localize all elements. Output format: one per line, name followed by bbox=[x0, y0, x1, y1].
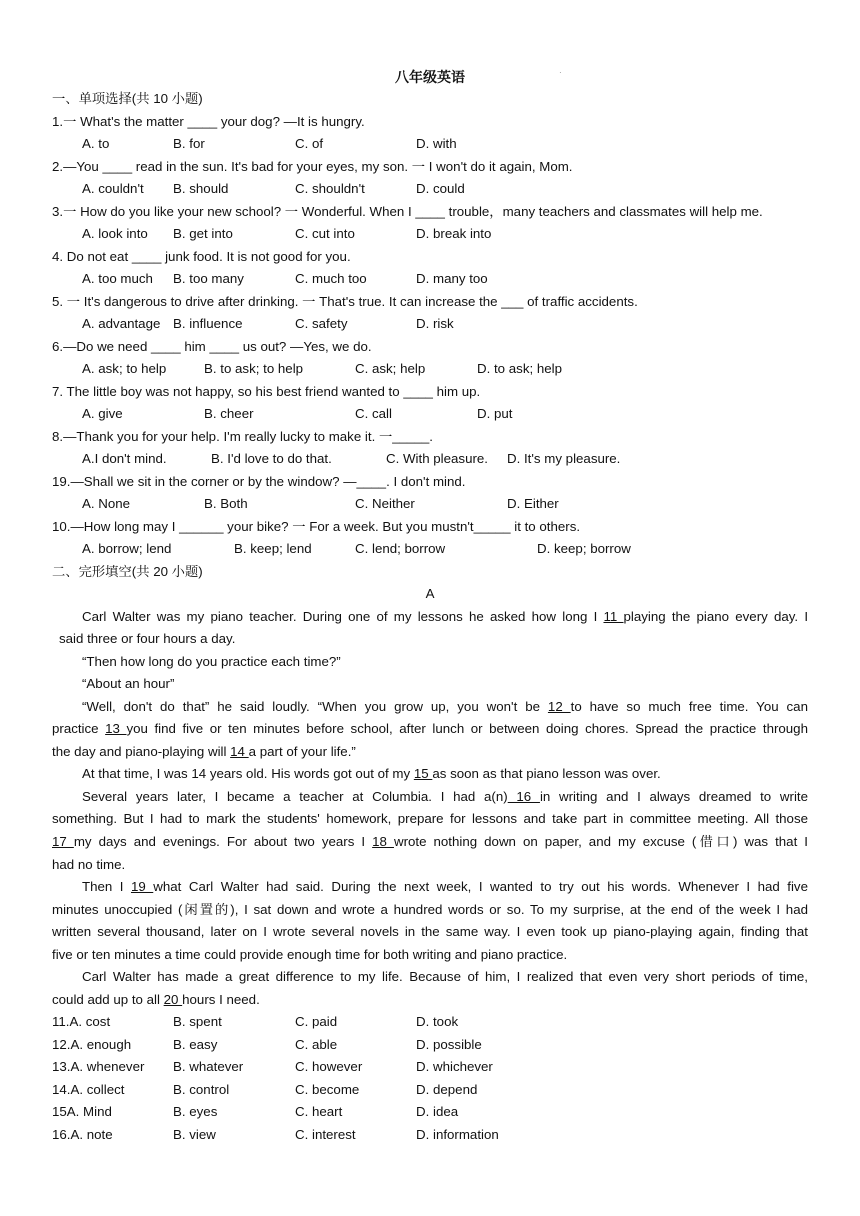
option-a: A. give bbox=[82, 406, 123, 421]
passage-line: “Then how long do you practice each time?” bbox=[82, 654, 341, 669]
passage-line: could add up to all 20 hours I need. bbox=[52, 992, 260, 1007]
section1-heading: 一、单项选择(共 10 小题) bbox=[52, 91, 203, 106]
option-d: D. to ask; help bbox=[477, 361, 562, 376]
question-stem: 2.—You ____ read in the sun. It's bad for your eyes, my son. 一 I won't do it again, Mom. bbox=[52, 159, 573, 174]
blank-18: 18 bbox=[372, 834, 394, 849]
blank-12: 12 bbox=[547, 699, 571, 714]
answer-option-b: B. easy bbox=[173, 1037, 218, 1052]
passage-line: written several thousand, later on I wrote several novels in the same way. I even took up piano-playing again, finding that bbox=[52, 924, 808, 939]
blank-13: 13 bbox=[105, 721, 127, 736]
option-b: B. should bbox=[173, 181, 229, 196]
question-stem: 5. 一 It's dangerous to drive after drinking. 一 That's true. It can increase the ___ of traffic accidents. bbox=[52, 294, 638, 309]
answer-option-d: D. depend bbox=[416, 1082, 478, 1097]
option-c: C. call bbox=[355, 406, 392, 421]
option-b: B. influence bbox=[173, 316, 243, 331]
passage-line: five or ten minutes a time could provide enough time for both writing and piano practice. bbox=[52, 947, 568, 962]
answer-option-c: C. paid bbox=[295, 1014, 338, 1029]
option-c: C. safety bbox=[295, 316, 348, 331]
passage-line: the day and piano-playing will 14 a part of your life.” bbox=[52, 744, 356, 759]
answer-option-b: B. eyes bbox=[173, 1104, 218, 1119]
answer-option-b: B. view bbox=[173, 1127, 216, 1142]
question-stem: 19.—Shall we sit in the corner or by the window? —____. I don't mind. bbox=[52, 474, 466, 489]
option-a: A. borrow; lend bbox=[82, 541, 172, 556]
answer-option-d: D. possible bbox=[416, 1037, 482, 1052]
option-c: C. much too bbox=[295, 271, 367, 286]
option-a: A.I don't mind. bbox=[82, 451, 167, 466]
option-b: B. to ask; to help bbox=[204, 361, 304, 376]
answer-option-b: B. spent bbox=[173, 1014, 222, 1029]
option-b: B. for bbox=[173, 136, 205, 151]
option-b: B. Both bbox=[204, 496, 248, 511]
answer-option-c: C. however bbox=[295, 1059, 363, 1074]
option-b: B. get into bbox=[173, 226, 233, 241]
passage-line: Carl Walter has made a great difference to my life. Because of him, I realized that even very short periods of time, bbox=[82, 969, 808, 984]
blank-11: 11 bbox=[603, 609, 624, 624]
blank-19: 19 bbox=[130, 879, 154, 894]
passage-line: 17 my days and evenings. For about two years I 18 wrote nothing down on paper, and my excuse (借口) was that I bbox=[52, 834, 808, 849]
passage-line: Then I 19 what Carl Walter had said. During the next week, I wanted to try out his words. Whenever I had five bbox=[82, 879, 808, 894]
passage-line: At that time, I was 14 years old. His words got out of my 15 as soon as that piano lesson was over. bbox=[82, 766, 661, 781]
question-stem: 8.—Thank you for your help. I'm really lucky to make it. 一_____. bbox=[52, 429, 433, 444]
option-a: A. too much bbox=[82, 271, 153, 286]
option-a: A. None bbox=[82, 496, 131, 511]
question-stem: 6.—Do we need ____ him ____ us out? —Yes, we do. bbox=[52, 339, 372, 354]
answer-option-d: D. information bbox=[416, 1127, 499, 1142]
passage-line: “About an hour” bbox=[82, 676, 175, 691]
option-c: C. lend; borrow bbox=[355, 541, 446, 556]
option-d: D. keep; borrow bbox=[537, 541, 631, 556]
answer-option-a: 14.A. collect bbox=[52, 1082, 125, 1097]
page-title: 八年级英语 bbox=[395, 69, 465, 85]
passage-line: minutes unoccupied (闲置的), I sat down and wrote a hundred words or so. To my surprise, at the end of the week I had bbox=[52, 902, 808, 917]
option-a: A. look into bbox=[82, 226, 148, 241]
blank-20: 20 bbox=[163, 992, 183, 1007]
answer-option-b: B. whatever bbox=[173, 1059, 244, 1074]
passage-line: practice 13 you find five or ten minutes before school, after lunch or between doing chores. Spread the practice through bbox=[52, 721, 808, 736]
option-c: C. cut into bbox=[295, 226, 355, 241]
answer-option-a: 15A. Mind bbox=[52, 1104, 112, 1119]
option-d: D. risk bbox=[416, 316, 454, 331]
answer-option-c: C. able bbox=[295, 1037, 338, 1052]
answer-option-c: C. interest bbox=[295, 1127, 356, 1142]
answer-option-a: 13.A. whenever bbox=[52, 1059, 145, 1074]
question-stem: 1.一 What's the matter ____ your dog? —It is hungry. bbox=[52, 114, 365, 129]
answer-option-a: 12.A. enough bbox=[52, 1037, 132, 1052]
option-c: C. ask; help bbox=[355, 361, 426, 376]
option-d: D. It's my pleasure. bbox=[507, 451, 621, 466]
option-d: D. many too bbox=[416, 271, 488, 286]
answer-option-b: B. control bbox=[173, 1082, 230, 1097]
option-d: D. with bbox=[416, 136, 457, 151]
blank-17: 17 bbox=[52, 834, 74, 849]
question-stem: 10.—How long may I ______ your bike? 一 For a week. But you mustn't_____ it to others. bbox=[52, 519, 581, 534]
option-a: A. couldn't bbox=[82, 181, 144, 196]
section2-heading: 二、完形填空(共 20 小题) bbox=[52, 564, 203, 579]
answer-option-a: 11.A. cost bbox=[52, 1014, 111, 1029]
stray-dot: · bbox=[559, 68, 562, 77]
passage-line: Several years later, I became a teacher at Columbia. I had a(n) 16 in writing and I always dreamed to write bbox=[82, 789, 808, 804]
passage-line: had no time. bbox=[52, 857, 126, 872]
option-b: B. I'd love to do that. bbox=[211, 451, 332, 466]
option-c: C. shouldn't bbox=[295, 181, 365, 196]
option-c: C. With pleasure. bbox=[386, 451, 488, 466]
answer-option-d: D. whichever bbox=[416, 1059, 493, 1074]
passage-line: Carl Walter was my piano teacher. During one of my lessons he asked how long I 11 playing the piano every day. I bbox=[82, 609, 809, 624]
passage-label: A bbox=[425, 586, 435, 601]
option-b: B. cheer bbox=[204, 406, 254, 421]
option-a: A. to bbox=[82, 136, 110, 151]
question-stem: 3.一 How do you like your new school? 一 Wonderful. When I ____ trouble，many teachers and classmates will help me. bbox=[52, 204, 763, 219]
blank-14: 14 bbox=[230, 744, 249, 759]
answer-option-d: D. took bbox=[416, 1014, 459, 1029]
option-a: A. ask; to help bbox=[82, 361, 167, 376]
answer-option-d: D. idea bbox=[416, 1104, 459, 1119]
option-c: C. Neither bbox=[355, 496, 415, 511]
passage-line: something. But I had to mark the students' homework, prepare for lessons and take part in committee meeting. All those bbox=[52, 811, 808, 826]
answer-option-c: C. become bbox=[295, 1082, 360, 1097]
passage-line: “Well, don't do that” he said loudly. “When you grow up, you won't be 12 to have so much free time. You can bbox=[82, 699, 808, 714]
option-a: A. advantage bbox=[82, 316, 161, 331]
passage-line: said three or four hours a day. bbox=[59, 631, 236, 646]
question-stem: 7. The little boy was not happy, so his best friend wanted to ____ him up. bbox=[52, 384, 481, 399]
question-stem: 4. Do not eat ____ junk food. It is not good for you. bbox=[52, 249, 351, 264]
option-d: D. put bbox=[477, 406, 513, 421]
answer-option-c: C. heart bbox=[295, 1104, 343, 1119]
blank-16: 16 bbox=[507, 789, 540, 804]
option-d: D. could bbox=[416, 181, 465, 196]
option-d: D. break into bbox=[416, 226, 492, 241]
answer-option-a: 16.A. note bbox=[52, 1127, 113, 1142]
option-b: B. too many bbox=[173, 271, 244, 286]
blank-15: 15 bbox=[413, 766, 433, 781]
option-c: C. of bbox=[295, 136, 324, 151]
option-b: B. keep; lend bbox=[234, 541, 312, 556]
option-d: D. Either bbox=[507, 496, 559, 511]
